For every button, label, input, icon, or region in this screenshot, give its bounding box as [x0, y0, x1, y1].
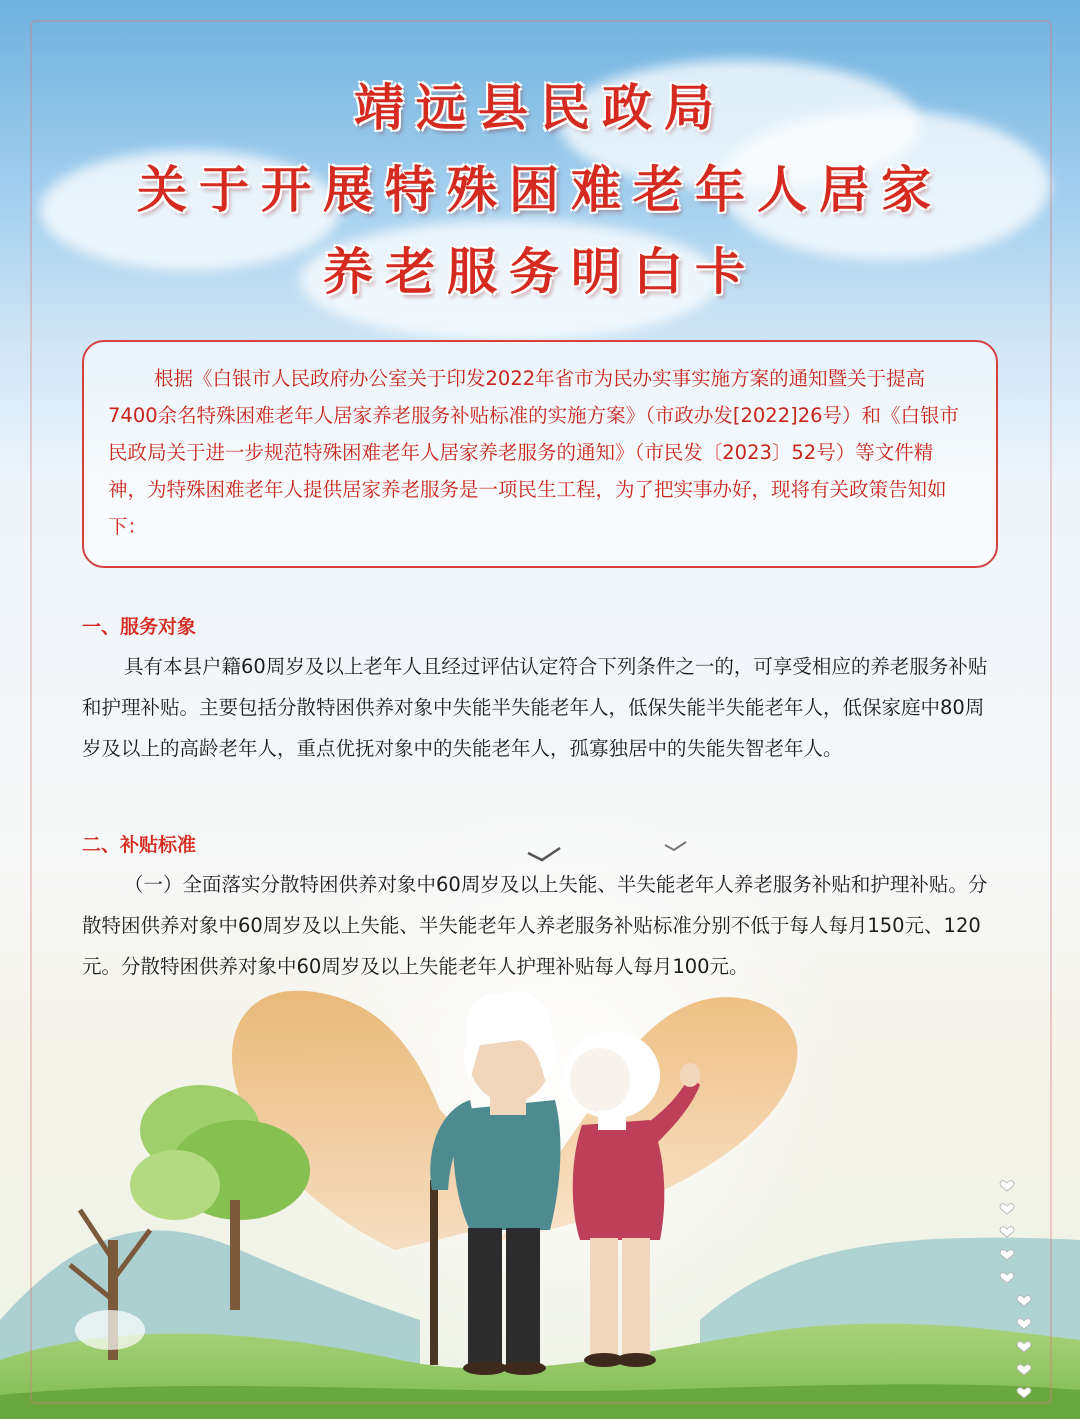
section1-heading: 一、服务对象	[82, 616, 197, 638]
section1-text: 具有本县户籍60周岁及以上老年人且经过评估认定符合下列条件之一的，可享受相应的养老服务补贴和护理补贴。主要包括分散特困供养对象中失能半失能老年人，低保失能半失能老年人，低保家庭中80周岁及以上的高龄老年人，重点优抚对象中的失能老年人，孤寡独居中的失能失智老年人。	[82, 655, 988, 760]
section2-heading: 二、补贴标准	[82, 834, 197, 856]
section1-body	[82, 646, 1000, 769]
section2-text: （一）全面落实分散特困供养对象中60周岁及以上失能、半失能老年人养老服务补贴和护理补贴。分散特困供养对象中60周岁及以上失能、半失能老年人养老服务补贴标准分别不低于每人每月150元、120元。分散特困供养对象中60周岁及以上失能老年人护理补贴每人每月100元。	[82, 873, 988, 978]
title-line-3: 养老服务明白卡	[323, 242, 757, 301]
intro-text: 根据《白银市人民政府办公室关于印发2022年省市为民办实事实施方案的通知暨关于提高7400余名特殊困难老年人居家养老服务补贴标准的实施方案》（市政办发[2022]26号）和《白银市民政局关于进一步规范特殊困难老年人居家养老服务的通知》（市民发〔2023〕52号）等文件精神，为特殊困难老年人提供居家养老服务是一项民生工程，为了把实事办好，现将有关政策告知如下：	[108, 367, 960, 538]
title-line-1: 靖远县民政局	[354, 78, 726, 137]
intro-box	[82, 340, 998, 568]
section2-body	[82, 864, 1000, 987]
title-line-2: 关于开展特殊困难老年人居家	[137, 160, 943, 219]
